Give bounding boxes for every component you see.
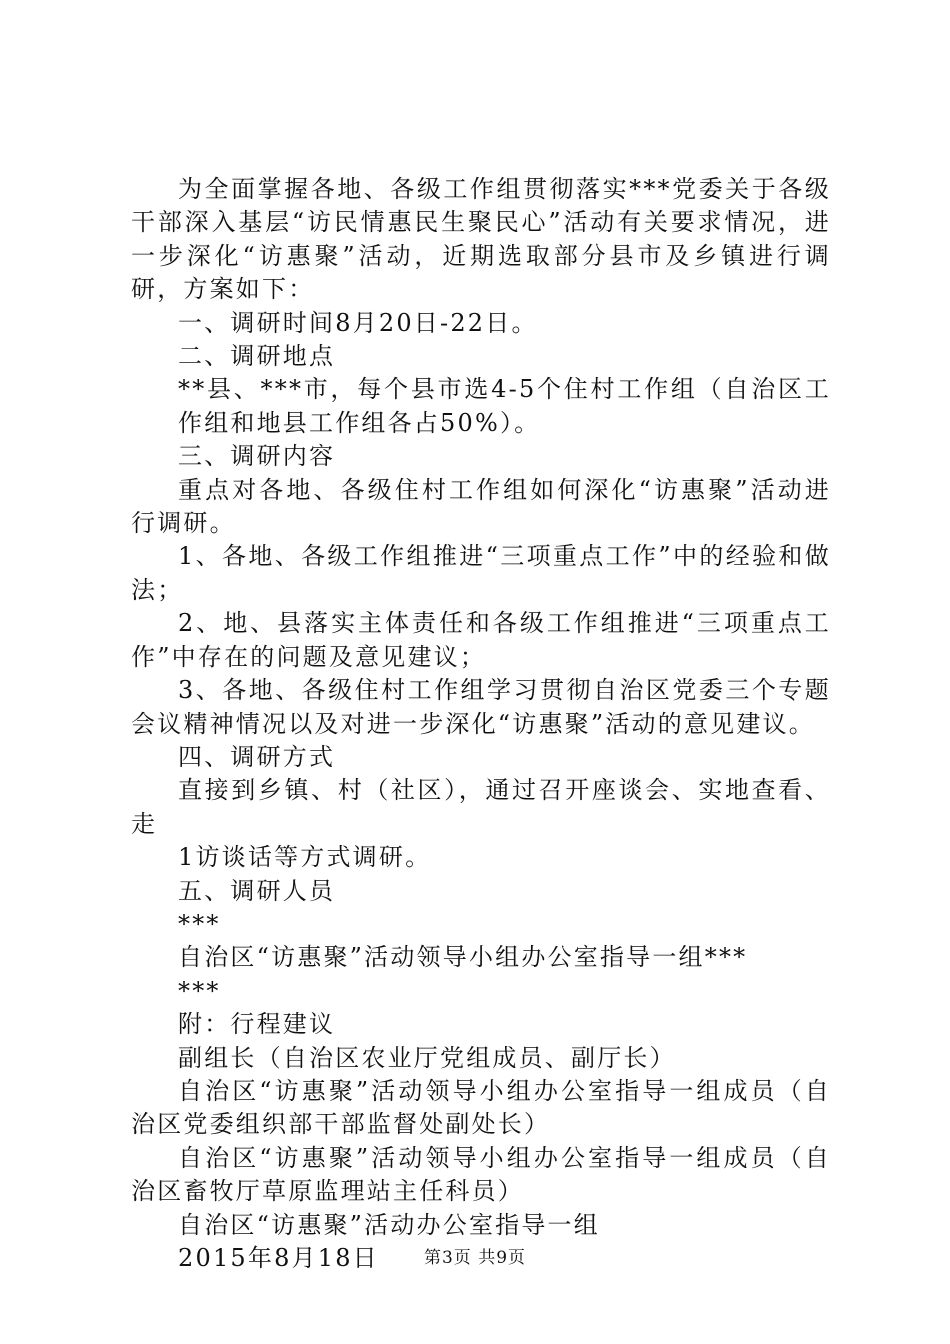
personnel-title: 自治区“访惠聚”活动领导小组办公室指导一组成员（自治区党委组织部干部监督处副处长） [131,1076,831,1139]
signature-organization: 自治区“访惠聚”活动办公室指导一组 [178,1210,600,1239]
content-item-1: 1、各地、各级工作组推进“三项重点工作”中的经验和做法； [131,542,831,604]
signature-date: 2015年8月18日 [178,1244,379,1272]
personnel-line: *** [178,976,221,1005]
section-heading-content: 三、调研内容 [178,442,336,471]
personnel-line: 自治区“访惠聚”活动领导小组办公室指导一组*** [178,943,748,972]
personnel-line: *** [178,909,221,938]
method-paragraph-continued: 1访谈话等方式调研。 [178,843,432,872]
content-item-3: 3、各地、各级住村工作组学习贯彻自治区党委三个专题会议精神情况以及对进一步深化“访惠聚”活动的意见建议。 [131,676,831,738]
content-paragraph: 重点对各地、各级住村工作组如何深化“访惠聚”活动进行调研。 [131,475,831,538]
appendix-heading: 附：行程建议 [178,1010,336,1039]
location-paragraph: **县、***市，每个县市选4-5个住村工作组（自治区工作组和地县工作组各占50%）。 [178,375,831,437]
personnel-title: 自治区“访惠聚”活动领导小组办公室指导一组成员（自治区畜牧厅草原监理站主任科员） [131,1143,831,1206]
section-heading-time: 一、调研时间8月20日-22日。 [178,308,538,337]
section-heading-location: 二、调研地点 [178,342,336,371]
section-heading-method: 四、调研方式 [178,742,336,771]
intro-paragraph: 为全面掌握各地、各级工作组贯彻落实***党委关于各级干部深入基层“访民情惠民生聚民心”活动有关要求情况，进一步深化“访惠聚”活动，近期选取部分县市及乡镇进行调研，方案如下： [131,175,831,304]
page-number-footer: 第3页 共9页 [423,1248,527,1268]
method-paragraph: 直接到乡镇、村（社区），通过召开座谈会、实地查看、走 [131,776,831,838]
personnel-title: 副组长（自治区农业厅党组成员、副厅长） [178,1043,676,1072]
section-heading-personnel: 五、调研人员 [178,876,336,905]
content-item-2: 2、地、县落实主体责任和各级工作组推进“三项重点工作”中存在的问题及意见建议； [131,609,831,671]
document-body [131,173,831,1275]
